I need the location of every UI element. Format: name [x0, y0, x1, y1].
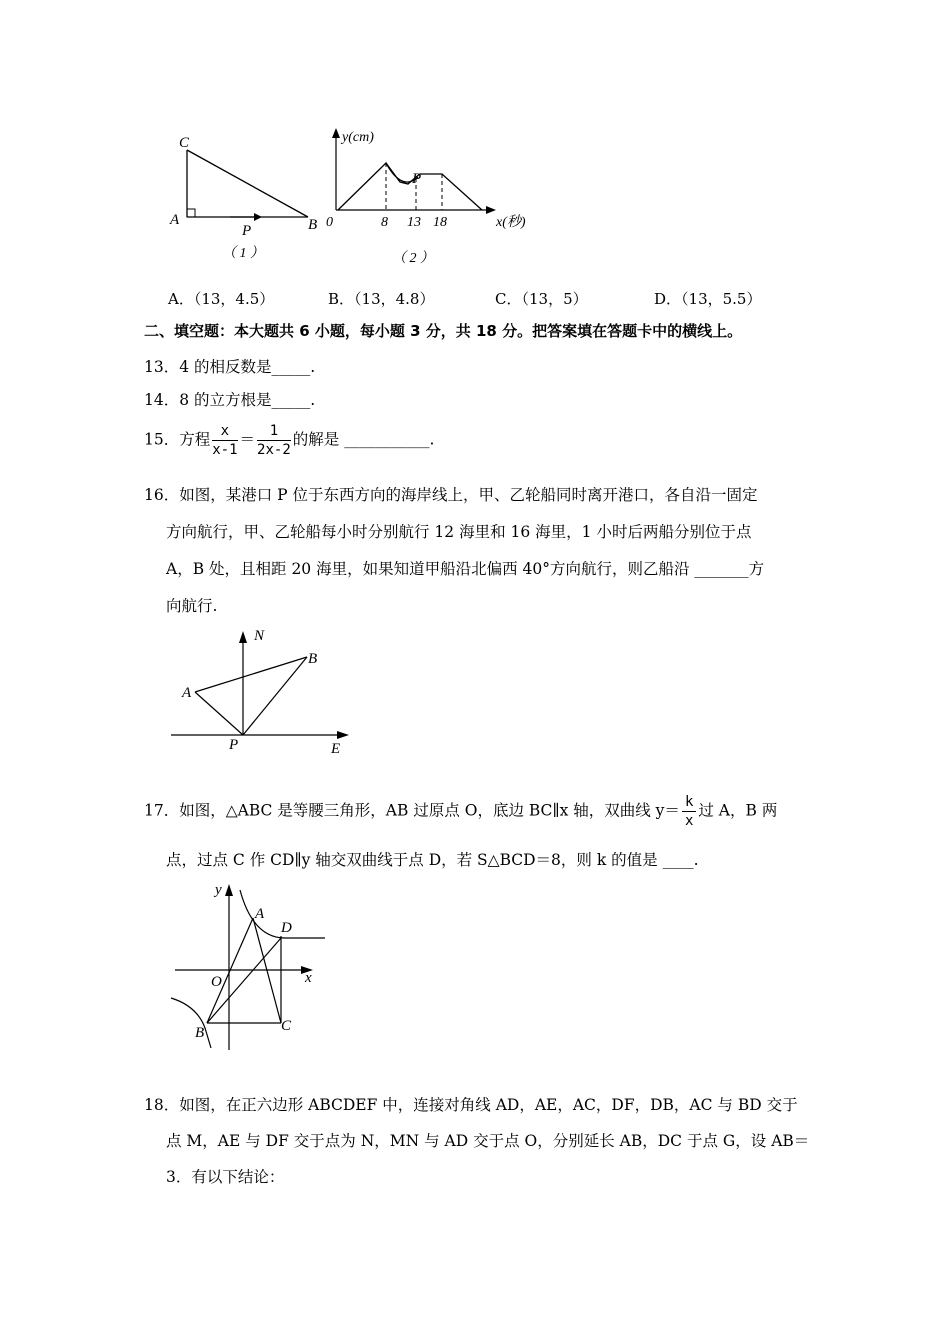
label-e: E [331, 741, 341, 757]
figure-16-compass [165, 625, 355, 760]
label-a: A [182, 685, 192, 701]
question-17-line-1 [144, 793, 777, 830]
label-o: O [211, 974, 222, 990]
question-17-line-2: 点，过点 C 作 CD∥y 轴交双曲线于点 D，若 S△BCD＝8，则 k 的值是 ____. [166, 851, 699, 869]
label-n: N [254, 628, 265, 644]
label-c: C [179, 135, 190, 151]
question-16-line-4: 向航行. [166, 597, 218, 615]
label-p: P [242, 223, 252, 239]
label-y: y [215, 882, 222, 898]
question-18-line-2: 点 M，AE 与 DF 交于点为 N，MN 与 AD 交于点 O，分别延长 AB，DC 于点 G，设 AB＝ [166, 1132, 810, 1150]
label-p: P [229, 737, 239, 753]
figure-1-triangle [160, 125, 330, 270]
y-axis-label: y(cm) [342, 130, 374, 145]
question-14: 14．8 的立方根是_____. [144, 391, 316, 409]
figure-17-hyperbola [165, 878, 325, 1058]
question-13: 13．4 的相反数是_____. [144, 358, 316, 376]
q17-text-post: 过 A，B 两 [698, 801, 778, 820]
label-b: B [308, 217, 318, 233]
label-b: B [195, 1025, 205, 1041]
option-b: B．（13，4.8） [328, 290, 435, 308]
point-p-label: P [412, 171, 422, 187]
origin-label: 0 [326, 215, 333, 230]
tick-13: 13 [407, 215, 421, 230]
label-b: B [308, 651, 318, 667]
fraction-1-over-2x-2: $\frac{1}{2x-2}$ [257, 423, 291, 458]
question-16-line-2: 方向航行，甲、乙轮船每小时分别航行 12 海里和 16 海里，1 小时后两船分别位于点 [166, 523, 752, 541]
option-d: D．（13，5.5） [654, 290, 762, 308]
question-16-line-3: A，B 处，且相距 20 海里，如果知道甲船沿北偏西 40°方向航行，则乙船沿 _______方 [166, 560, 765, 578]
question-15 [144, 422, 434, 459]
option-c: C．（13，5） [495, 290, 588, 308]
label-d: D [281, 920, 292, 936]
q15-equals: ＝ [239, 430, 256, 449]
label-a: A [170, 212, 180, 228]
label-c: C [281, 1018, 292, 1034]
tick-18: 18 [433, 215, 447, 230]
label-a: A [255, 906, 265, 922]
figure-2-graph [320, 122, 550, 272]
option-a: A．（13，4.5） [168, 290, 275, 308]
x-axis-label: x(秒) [496, 215, 526, 230]
q15-prefix: 15．方程 [144, 430, 211, 449]
fraction-x-over-x-1: $\frac{x}{x-1}$ [212, 423, 238, 458]
question-16-line-1: 16．如图，某港口 P 位于东西方向的海岸线上，甲、乙轮船同时离开港口，各自沿一固定 [144, 486, 758, 504]
figure-caption: （ 1 ） [222, 246, 264, 261]
section-heading: 二、填空题：本大题共 6 小题，每小题 3 分，共 18 分。把答案填在答题卡中的横线上。 [144, 322, 743, 340]
fraction-k-over-x: $\frac{k}{x}$ [682, 793, 696, 830]
q15-suffix: 的解是 ___________. [292, 430, 435, 449]
question-18-line-3: 3．有以下结论： [166, 1168, 285, 1186]
figure-caption: （ 2 ） [392, 251, 434, 266]
question-18-line-1: 18．如图，在正六边形 ABCDEF 中，连接对角线 AD，AE，AC，DF，DB，AC 与 BD 交于 [144, 1096, 798, 1114]
label-x: x [305, 970, 312, 986]
tick-8: 8 [381, 215, 388, 230]
q17-text-pre: 17．如图，△ABC 是等腰三角形，AB 过原点 O，底边 BC∥x 轴，双曲线 y＝ [144, 801, 680, 820]
